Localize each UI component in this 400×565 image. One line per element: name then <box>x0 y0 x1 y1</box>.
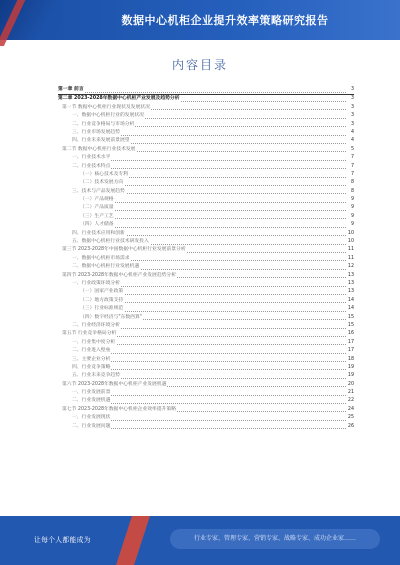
toc-entry-page: 11 <box>347 247 354 253</box>
toc-leader-dots <box>58 92 346 93</box>
toc-entry-title: （一）产品规格 <box>58 196 115 204</box>
toc-entry-title: 二、数据中心机柜行业发展机遇 <box>58 263 140 271</box>
toc-entry-title: 三、主要企业分析 <box>58 356 111 364</box>
toc-entry-page: 17 <box>347 339 354 345</box>
toc-entry-page: 8 <box>350 180 354 186</box>
toc-entry-page: 18 <box>347 356 354 362</box>
toc-entry[interactable] <box>58 188 354 196</box>
toc-entry[interactable] <box>58 163 354 171</box>
toc-entry-title: （二）技术发展方向 <box>58 179 124 187</box>
toc-entry-page: 22 <box>347 398 354 404</box>
toc-entry-title: （二）产品质量 <box>58 204 115 212</box>
toc-entry-page: 5 <box>350 146 354 152</box>
toc-entry-title: 一、行业技术水平 <box>58 154 111 162</box>
toc-entry-title: 五、行业未来竞争趋势 <box>58 372 121 380</box>
toc-entry-page: 3 <box>350 87 354 92</box>
footer-slogan: 让每个人都能成为 <box>34 536 91 544</box>
toc-entry-title: 二、行业技术特点 <box>58 163 111 171</box>
toc-entry[interactable] <box>58 230 354 238</box>
toc-entry-page: 24 <box>347 406 354 412</box>
table-of-contents <box>58 86 354 431</box>
toc-entry[interactable] <box>58 146 354 154</box>
toc-entry-page: 11 <box>347 255 354 261</box>
toc-entry[interactable] <box>58 213 354 221</box>
toc-entry[interactable] <box>58 280 354 288</box>
toc-entry-page: 13 <box>347 272 354 278</box>
toc-entry[interactable] <box>58 389 354 397</box>
toc-entry[interactable] <box>58 94 354 103</box>
toc-entry-page: 7 <box>350 155 354 161</box>
toc-entry[interactable] <box>58 347 354 355</box>
toc-entry-title: （一）国家产业政策 <box>58 288 124 296</box>
toc-entry-page: 25 <box>347 415 354 421</box>
toc-entry[interactable] <box>58 322 354 330</box>
toc-entry-title: 第四节 2023-2028年数据中心机柜产业发展趋势分析 <box>58 272 177 280</box>
toc-entry[interactable] <box>58 272 354 280</box>
toc-entry-title: 三、技术与产品发展趋势 <box>58 188 126 196</box>
toc-entry-title: 第五节 行业竞争格局分析 <box>58 330 117 338</box>
toc-entry[interactable] <box>58 238 354 246</box>
toc-entry-title: 一、行业发展前景 <box>58 389 111 397</box>
toc-entry-page: 12 <box>347 264 354 270</box>
toc-entry-title: 二、行业发展机遇 <box>58 397 111 405</box>
toc-entry-page: 8 <box>350 188 354 194</box>
toc-entry-page: 9 <box>350 213 354 219</box>
toc-entry[interactable] <box>58 305 354 313</box>
toc-entry[interactable] <box>58 104 354 112</box>
toc-entry-page: 7 <box>350 171 354 177</box>
toc-entry-page: 19 <box>347 373 354 379</box>
toc-entry-title: 一、行业集中度分析 <box>58 339 116 347</box>
toc-entry-page: 20 <box>347 381 354 387</box>
toc-entry-title: （二）地方政策支持 <box>58 297 124 305</box>
toc-entry-page: 14 <box>347 306 354 312</box>
toc-entry-page: 9 <box>350 205 354 211</box>
toc-entry[interactable] <box>58 339 354 347</box>
toc-entry-title: （一）核心技术及专利 <box>58 171 129 179</box>
toc-entry[interactable] <box>58 297 354 305</box>
toc-entry[interactable] <box>58 255 354 263</box>
toc-entry-title: （四）数字经济与"东数西算" <box>58 314 143 322</box>
footer-tagline: 行业专家、管理专家、营销专家、战略专家、成功企业家…… <box>170 529 380 549</box>
toc-entry-title: 二、行业经济环境分析 <box>58 322 121 330</box>
toc-entry-page: 13 <box>347 289 354 295</box>
toc-entry-page: 3 <box>350 121 354 127</box>
toc-entry-title: 第六节 2023-2028年数据中心机柜产业发展机遇 <box>58 381 167 389</box>
toc-entry[interactable] <box>58 381 354 389</box>
toc-entry-page: 9 <box>350 197 354 203</box>
toc-entry[interactable] <box>58 171 354 179</box>
toc-entry-page: 3 <box>350 113 354 119</box>
toc-entry-title: （四）人才储备 <box>58 221 115 229</box>
toc-entry-page: 21 <box>347 390 354 396</box>
toc-entry[interactable] <box>58 364 354 372</box>
toc-entry-title: 一、行业发展现状 <box>58 414 111 422</box>
toc-entry-title: 五、数据中心机柜行业技术研发投入 <box>58 238 150 246</box>
footer-banner <box>0 516 400 565</box>
toc-entry-title: 四、行业技术应用和创新 <box>58 230 126 238</box>
toc-entry[interactable] <box>58 397 354 405</box>
toc-title: 内容目录 <box>171 58 228 72</box>
toc-entry[interactable] <box>58 121 354 129</box>
toc-entry[interactable] <box>58 129 354 137</box>
toc-entry-title: 二、行业发展问题 <box>58 423 111 431</box>
toc-entry-title: 第七节 2023-2028年数据中心机柜企业效率提升策略 <box>58 406 177 414</box>
toc-entry-title: 第三节 2023-2028年中国数据中心机柜行业发展前景分析 <box>58 246 187 254</box>
toc-entry-page: 4 <box>350 129 354 135</box>
toc-entry-page: 3 <box>350 104 354 110</box>
toc-entry-title: （三）生产工艺 <box>58 213 115 221</box>
toc-entry[interactable] <box>58 86 354 94</box>
toc-entry-title: 一、数据中心机柜市场需求 <box>58 255 131 263</box>
toc-entry-page: 7 <box>350 163 354 169</box>
toc-entry-title: 第一章 前言 <box>58 86 85 94</box>
toc-entry-page: 9 <box>350 222 354 228</box>
report-title: 数据中心机柜企业提升效率策略研究报告 <box>121 14 329 27</box>
toc-entry[interactable] <box>58 246 354 254</box>
toc-entry[interactable] <box>58 154 354 162</box>
toc-entry[interactable] <box>58 372 354 380</box>
footer-red-wedge <box>116 516 150 565</box>
toc-entry-title: 四、行业未来发展前景展望 <box>58 137 131 145</box>
toc-entry-title: 第二节 数据中心机柜行业技术发展 <box>58 146 136 154</box>
toc-entry[interactable] <box>58 137 354 145</box>
toc-entry-title: 一、行业政策环境分析 <box>58 280 121 288</box>
toc-entry[interactable] <box>58 263 354 271</box>
toc-entry-page: 15 <box>347 322 354 328</box>
toc-entry[interactable] <box>58 221 354 229</box>
toc-entry-page: 10 <box>347 230 354 236</box>
toc-entry[interactable] <box>58 196 354 204</box>
toc-entry[interactable] <box>58 423 354 431</box>
toc-entry-page: 10 <box>347 239 354 245</box>
toc-entry[interactable] <box>58 112 354 120</box>
toc-entry-page: 17 <box>347 348 354 354</box>
toc-entry[interactable] <box>58 204 354 212</box>
toc-entry-page: 14 <box>347 297 354 303</box>
toc-entry-title: 二、行业进入壁垒 <box>58 347 111 355</box>
toc-entry-page: 4 <box>350 138 354 144</box>
toc-entry[interactable] <box>58 406 354 414</box>
toc-entry-page: 16 <box>347 331 354 337</box>
toc-entry-title: 三、行业市场发展趋势 <box>58 129 121 137</box>
toc-entry-title: 第一节 数据中心机柜行业现状及发展状况 <box>58 104 151 112</box>
toc-entry[interactable] <box>58 314 354 322</box>
toc-entry-page: 15 <box>347 314 354 320</box>
toc-entry-title: （三）行业标准规范 <box>58 305 124 313</box>
toc-entry-title: 四、行业竞争策略 <box>58 364 111 372</box>
toc-entry[interactable] <box>58 179 354 187</box>
toc-entry-page: 13 <box>347 280 354 286</box>
toc-entry-title: 二、行业竞争格局与市场分析 <box>58 121 135 129</box>
toc-entry[interactable] <box>58 330 354 338</box>
toc-entry-title: 一、数据中心机柜行业的发展状况 <box>58 112 145 120</box>
toc-entry[interactable] <box>58 288 354 296</box>
toc-entry-page: 26 <box>347 423 354 429</box>
toc-entry-title: 第二章 2023-2028年数据中心机柜产业发展及趋势分析 <box>58 95 181 103</box>
toc-entry[interactable] <box>58 356 354 364</box>
toc-entry-page: 19 <box>347 364 354 370</box>
toc-entry[interactable] <box>58 414 354 422</box>
toc-entry-page: 3 <box>350 96 354 102</box>
report-header <box>0 0 400 40</box>
